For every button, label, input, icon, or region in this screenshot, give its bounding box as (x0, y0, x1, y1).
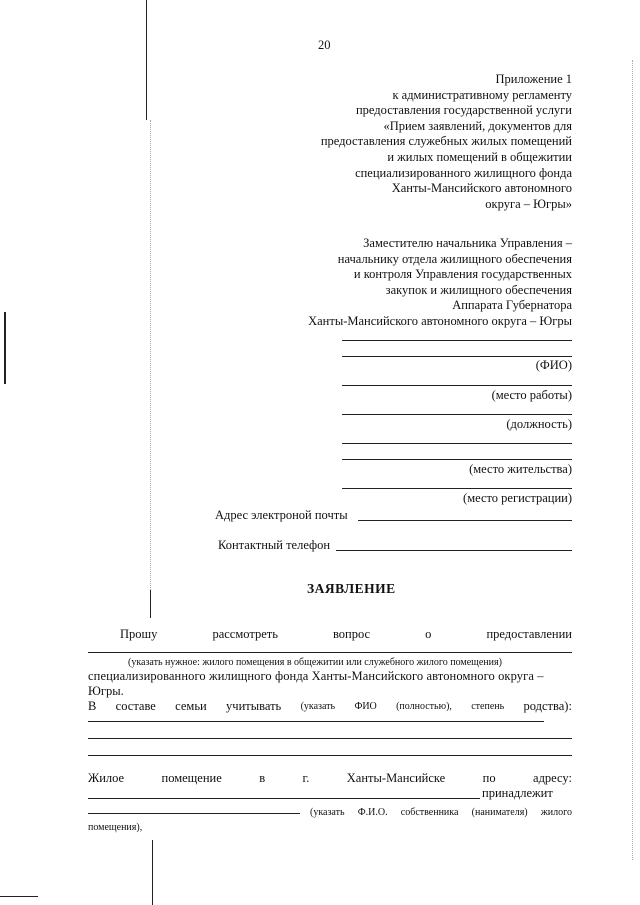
workplace-caption: (место работы) (491, 388, 572, 402)
family-line (88, 699, 572, 714)
addressee-line: Аппарата Губернатора (452, 298, 572, 313)
word: предоставлении (486, 627, 572, 641)
word: Ф.И.О. (357, 807, 388, 818)
word: родства): (523, 699, 572, 713)
addressee-line: начальнику отдела жилищного обеспечения (337, 251, 572, 266)
scan-dots (150, 120, 151, 590)
owner-line[interactable] (88, 813, 300, 814)
family-member-line[interactable] (88, 755, 572, 756)
word: степень (471, 701, 505, 712)
scan-edge-mark (4, 312, 6, 384)
phone-line[interactable] (336, 550, 572, 551)
scan-edge-mark (152, 840, 153, 905)
addressee-line: Заместителю начальника Управления – (363, 236, 572, 250)
word: Жилое (88, 771, 125, 785)
word: (указать (310, 807, 345, 818)
scan-edge-mark (150, 590, 151, 618)
appendix-line: Ханты-Мансийского автономного (391, 181, 572, 196)
appendix-line: предоставления государственной услуги (355, 103, 572, 118)
residence-line[interactable] (342, 443, 572, 444)
appendix-line: «Прием заявлений, документов для (383, 118, 572, 133)
appendix-line: Приложение 1 (495, 72, 572, 86)
document-title: ЗАЯВЛЕНИЕ (307, 581, 396, 596)
word: семьи (175, 699, 207, 713)
word: по (482, 771, 496, 785)
residence-caption: (место жительства) (469, 462, 572, 476)
address-line[interactable] (88, 798, 480, 799)
word: (указать (300, 701, 336, 712)
appendix-line: и жилых помещений в общежитии (387, 149, 572, 164)
registration-caption: (место регистрации) (463, 491, 572, 505)
word: адресу: (533, 771, 572, 785)
scan-dots (632, 60, 633, 860)
word: Прошу (120, 627, 158, 641)
fund-line-end: Югры. (88, 684, 124, 698)
appendix-line: предоставления служебных жилых помещений (320, 134, 572, 149)
word: Ханты-Мансийске (346, 771, 446, 785)
word: в (259, 771, 266, 785)
housing-line (88, 771, 572, 786)
position-line[interactable] (342, 414, 572, 415)
addressee-line: Ханты-Мансийского автономного округа – Югры (308, 313, 572, 328)
word: В (88, 699, 97, 713)
owner-hint (310, 805, 572, 820)
page-number: 20 (318, 38, 331, 52)
word: вопрос (332, 627, 371, 641)
word: о (425, 627, 432, 641)
email-label: Адрес электроной почты (215, 508, 348, 522)
addressee-line: и контроля Управления государственных (353, 267, 572, 282)
registration-line[interactable] (342, 488, 572, 489)
owner-hint-end: помещения), (88, 822, 143, 833)
word: (нанимателя) (471, 807, 528, 818)
word: составе (115, 699, 156, 713)
addressee-block (308, 236, 572, 330)
appendix-line: специализированного жилищного фонда (355, 165, 572, 180)
word: г. (302, 771, 310, 785)
belongs-label: принадлежит (482, 786, 553, 800)
family-member-line[interactable] (88, 721, 544, 722)
word: жилого (540, 807, 572, 818)
fund-line: специализированного жилищного фонда Ханты-Мансийского автономного округа – (88, 669, 544, 683)
appendix-line: к административному регламенту (392, 87, 572, 102)
appendix-block (321, 72, 572, 212)
fio-line[interactable] (342, 340, 572, 341)
addressee-line: закупок и жилищного обеспечения (385, 282, 572, 297)
family-member-line[interactable] (88, 738, 572, 739)
fio-line[interactable] (342, 356, 572, 357)
word: помещение (161, 771, 222, 785)
premises-hint: (указать нужное: жилого помещения в общежитии или служебного жилого помещения) (128, 657, 502, 668)
phone-label: Контактный телефон (218, 538, 331, 552)
position-caption: (должность) (506, 417, 572, 431)
scan-edge-mark (146, 0, 147, 120)
email-line[interactable] (358, 520, 572, 521)
word: собственника (400, 807, 459, 818)
scan-edge-mark (0, 896, 38, 897)
word: учитывать (226, 699, 282, 713)
word: ФИО (354, 701, 377, 712)
appendix-line: округа – Югры» (485, 196, 572, 211)
residence-line[interactable] (342, 459, 572, 460)
fio-caption: (ФИО) (535, 358, 572, 372)
workplace-line[interactable] (342, 385, 572, 386)
premises-type-line[interactable] (88, 652, 572, 653)
word: (полностью), (396, 701, 452, 712)
request-line (120, 627, 572, 642)
word: рассмотреть (212, 627, 278, 641)
